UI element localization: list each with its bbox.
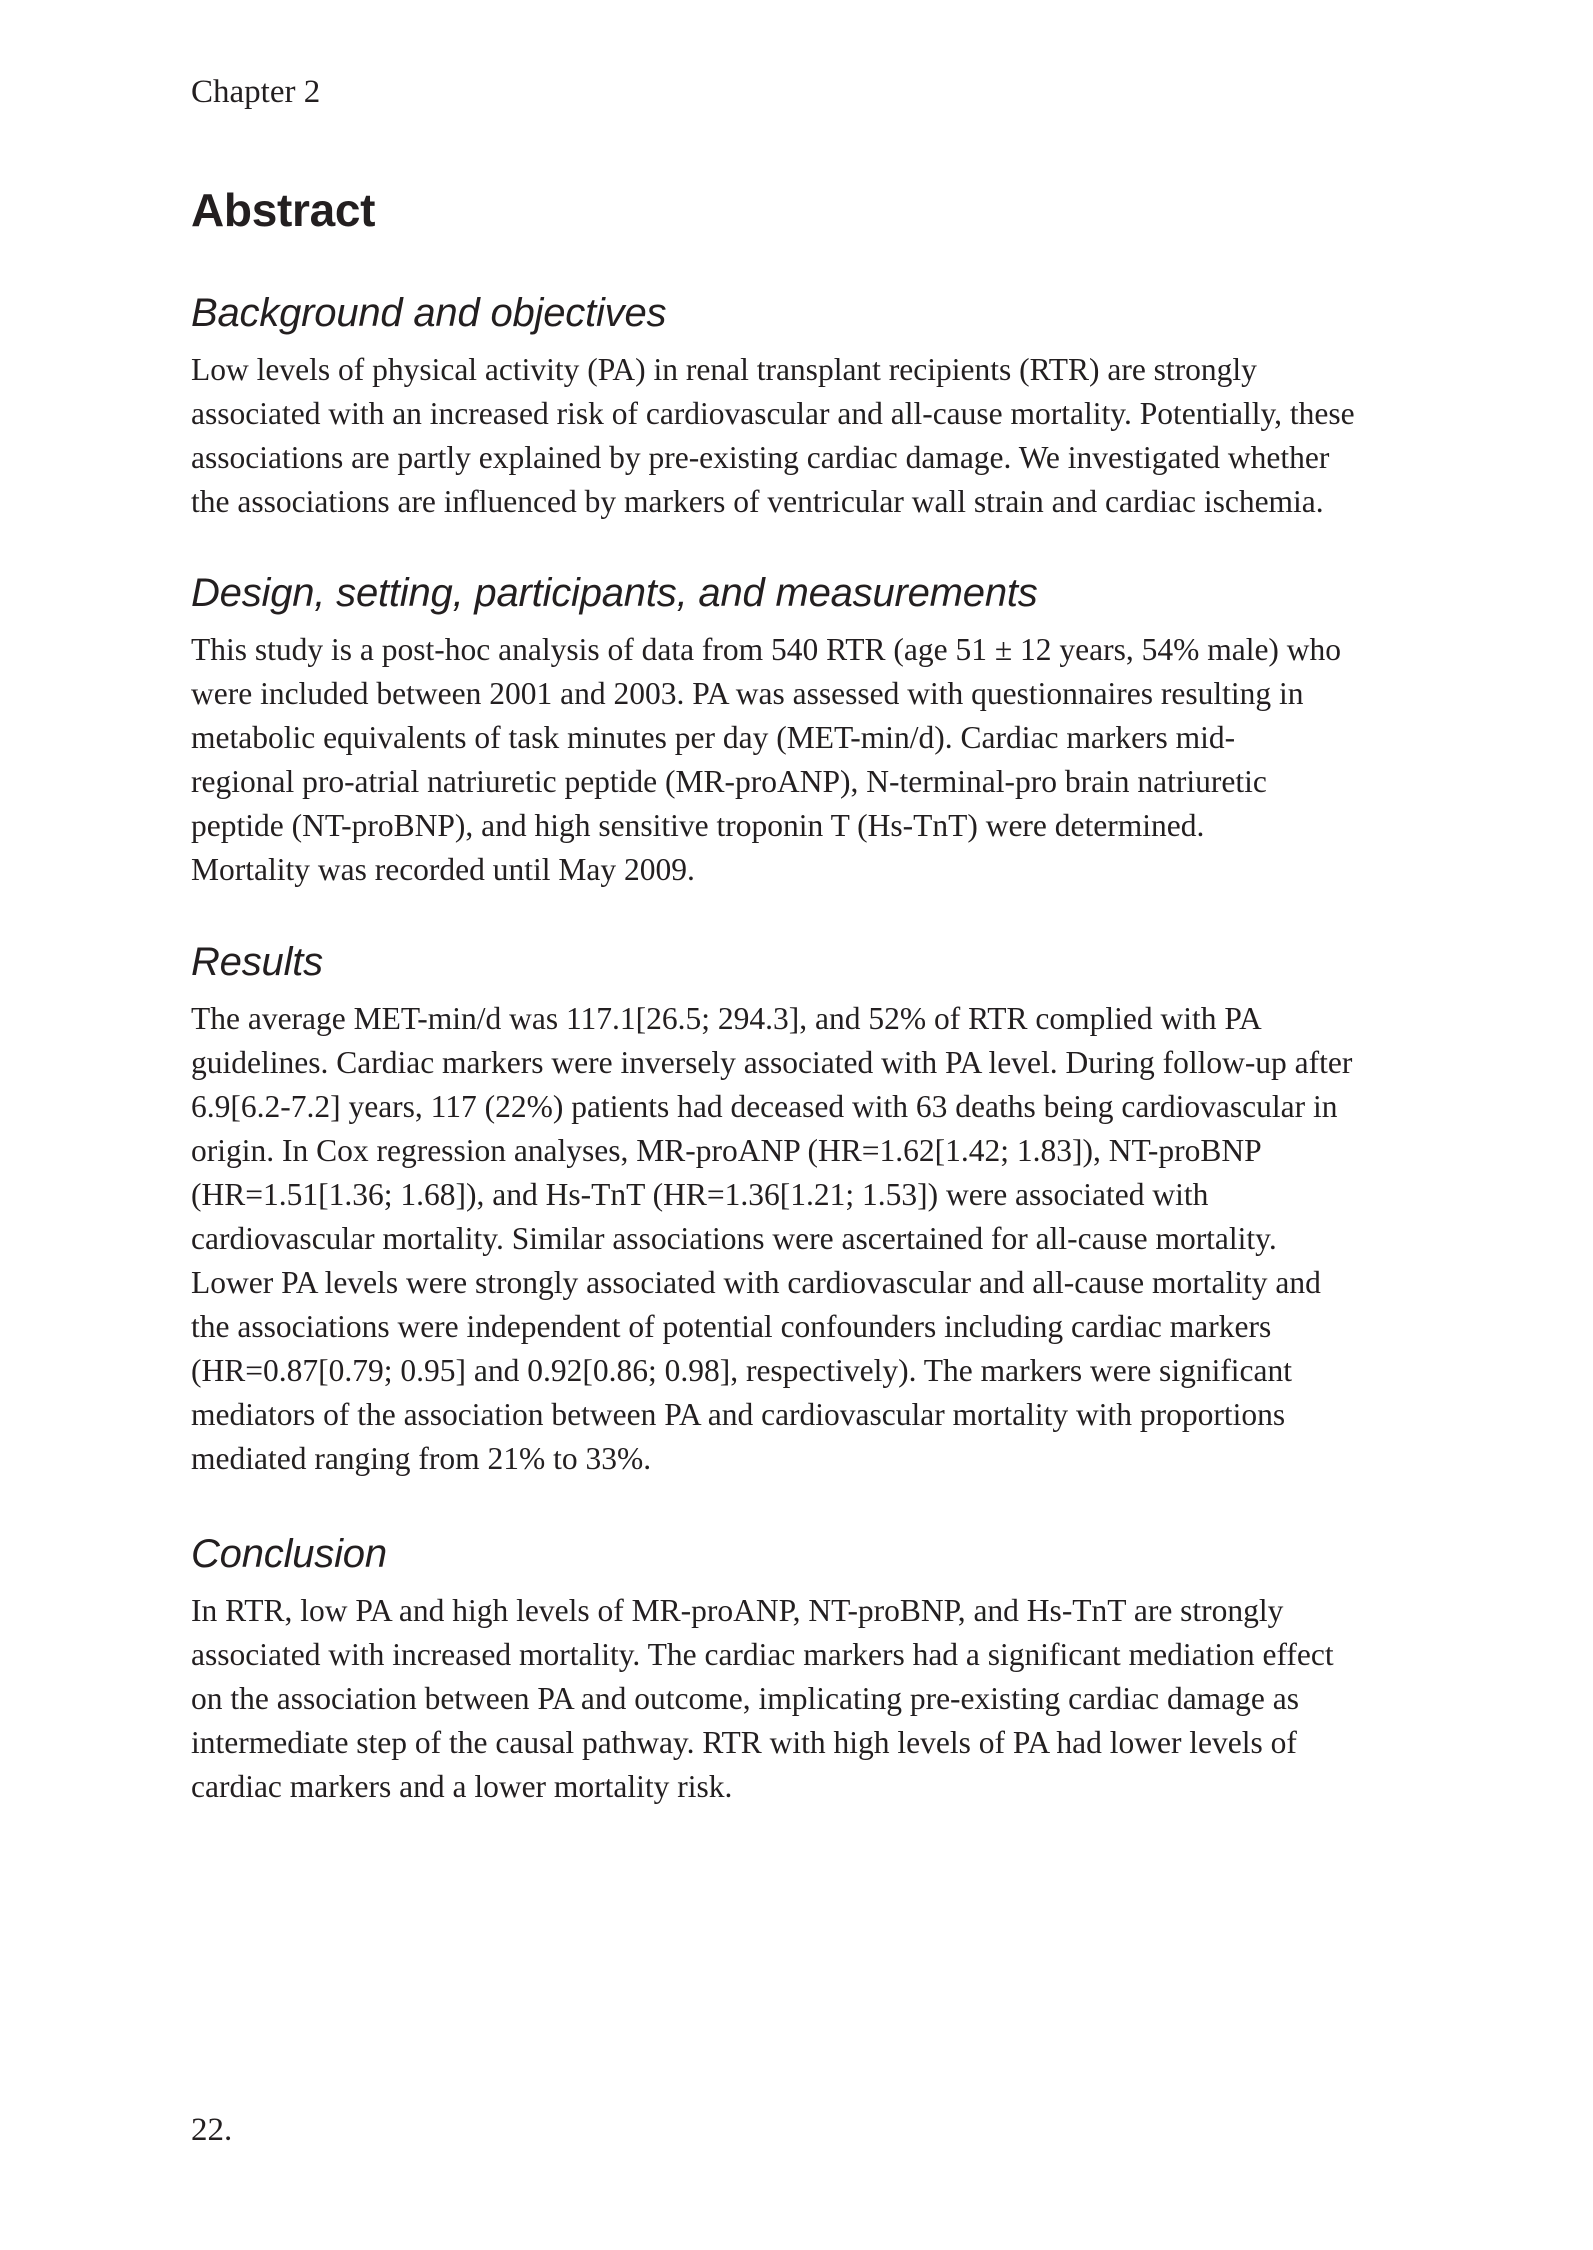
body-line: cardiac markers and a lower mortality risk. bbox=[191, 1769, 733, 1804]
body-line: guidelines. Cardiac markers were inversely associated with PA level. During follow-up after bbox=[191, 1045, 1353, 1080]
body-line: were included between 2001 and 2003. PA was assessed with questionnaires resulting in bbox=[191, 676, 1304, 711]
body-line: This study is a post-hoc analysis of data from 540 RTR (age 51 ± 12 years, 54% male) who bbox=[191, 632, 1342, 667]
body-line: intermediate step of the causal pathway. RTR with high levels of PA had lower levels of bbox=[191, 1725, 1297, 1760]
section-heading: Results bbox=[191, 940, 323, 984]
body-line: Lower PA levels were strongly associated with cardiovascular and all-cause mortality and bbox=[191, 1265, 1321, 1300]
body-line: (HR=0.87[0.79; 0.95] and 0.92[0.86; 0.98], respectively). The markers were significant bbox=[191, 1353, 1293, 1388]
section-body bbox=[191, 348, 1421, 524]
abstract-title: Abstract bbox=[191, 184, 376, 236]
body-line: (HR=1.51[1.36; 1.68]), and Hs-TnT (HR=1.36[1.21; 1.53]) were associated with bbox=[191, 1177, 1209, 1212]
body-line: 6.9[6.2-7.2] years, 117 (22%) patients had deceased with 63 deaths being cardiovascular in bbox=[191, 1089, 1338, 1124]
body-line: origin. In Cox regression analyses, MR-proANP (HR=1.62[1.42; 1.83]), NT-proBNP bbox=[191, 1133, 1262, 1168]
body-line: mediated ranging from 21% to 33%. bbox=[191, 1441, 652, 1476]
section-background-objectives bbox=[191, 288, 1421, 524]
body-line: The average MET-min/d was 117.1[26.5; 294.3], and 52% of RTR complied with PA bbox=[191, 1001, 1262, 1036]
section-results bbox=[191, 937, 1421, 1481]
section-body bbox=[191, 997, 1421, 1481]
section-heading: Design, setting, participants, and measurements bbox=[191, 571, 1038, 615]
body-line: associations are partly explained by pre-existing cardiac damage. We investigated whether bbox=[191, 440, 1330, 475]
section-heading: Conclusion bbox=[191, 1532, 387, 1576]
body-line: metabolic equivalents of task minutes per day (MET-min/d). Cardiac markers mid- bbox=[191, 720, 1236, 755]
body-line: on the association between PA and outcome, implicating pre-existing cardiac damage as bbox=[191, 1681, 1300, 1716]
section-body bbox=[191, 628, 1421, 892]
body-line: the associations were independent of potential confounders including cardiac markers bbox=[191, 1309, 1272, 1344]
running-header-chapter: Chapter 2 bbox=[191, 74, 321, 110]
body-line: In RTR, low PA and high levels of MR-proANP, NT-proBNP, and Hs-TnT are strongly bbox=[191, 1593, 1284, 1628]
body-line: mediators of the association between PA and cardiovascular mortality with proportions bbox=[191, 1397, 1286, 1432]
body-line: Mortality was recorded until May 2009. bbox=[191, 852, 695, 887]
body-line: associated with an increased risk of cardiovascular and all-cause mortality. Potentially, these bbox=[191, 396, 1355, 431]
section-heading: Background and objectives bbox=[191, 291, 667, 335]
body-line: cardiovascular mortality. Similar associations were ascertained for all-cause mortality. bbox=[191, 1221, 1277, 1256]
body-line: peptide (NT-proBNP), and high sensitive troponin T (Hs-TnT) were determined. bbox=[191, 808, 1205, 843]
section-design-setting bbox=[191, 568, 1421, 892]
body-line: associated with increased mortality. The cardiac markers had a significant mediation effect bbox=[191, 1637, 1334, 1672]
body-line: regional pro-atrial natriuretic peptide (MR-proANP), N-terminal-pro brain natriuretic bbox=[191, 764, 1267, 799]
page-number: 22. bbox=[191, 2112, 233, 2148]
section-body bbox=[191, 1589, 1421, 1809]
section-conclusion bbox=[191, 1529, 1421, 1809]
body-line: Low levels of physical activity (PA) in renal transplant recipients (RTR) are strongly bbox=[191, 352, 1257, 387]
body-line: the associations are influenced by markers of ventricular wall strain and cardiac ischemia. bbox=[191, 484, 1324, 519]
